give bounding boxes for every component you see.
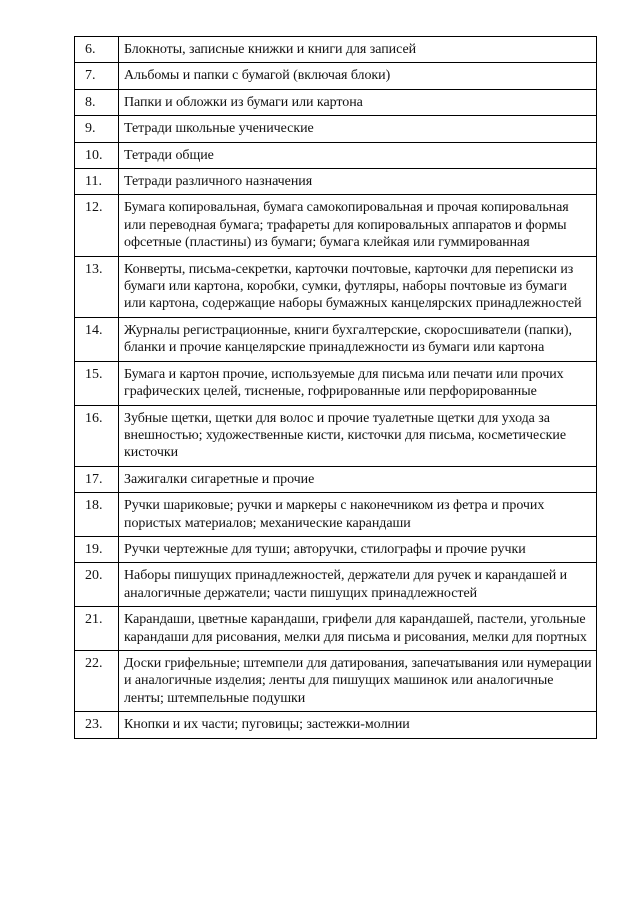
table-row <box>75 536 597 562</box>
row-description: Альбомы и папки с бумагой (включая блоки) <box>119 63 597 89</box>
row-description: Наборы пишущих принадлежностей, держатели для ручек и карандашей и аналогичные держатели; части пишущих принадлежностей <box>119 563 597 607</box>
row-number: 13. <box>75 256 119 317</box>
table-row <box>75 256 597 317</box>
row-description: Карандаши, цветные карандаши, грифели для карандашей, пастели, угольные карандаши для рисования, мелки для письма и рисования, мелки для портных <box>119 607 597 651</box>
table-row <box>75 466 597 492</box>
table-row <box>75 361 597 405</box>
table-row <box>75 195 597 256</box>
row-description: Ручки шариковые; ручки и маркеры с наконечником из фетра и прочих пористых материалов; механические карандаши <box>119 493 597 537</box>
row-description: Блокноты, записные книжки и книги для записей <box>119 37 597 63</box>
table-row <box>75 405 597 466</box>
row-number: 19. <box>75 536 119 562</box>
table-row <box>75 493 597 537</box>
table-row <box>75 650 597 711</box>
row-number: 8. <box>75 89 119 115</box>
row-number: 14. <box>75 317 119 361</box>
row-description: Зубные щетки, щетки для волос и прочие туалетные щетки для ухода за внешностью; художественные кисти, кисточки для письма, косметические кисточки <box>119 405 597 466</box>
row-description: Тетради общие <box>119 142 597 168</box>
row-description: Зажигалки сигаретные и прочие <box>119 466 597 492</box>
table-row <box>75 317 597 361</box>
row-number: 12. <box>75 195 119 256</box>
row-number: 7. <box>75 63 119 89</box>
row-number: 17. <box>75 466 119 492</box>
row-description: Доски грифельные; штемпели для датирования, запечатывания или нумерации и аналогичные изделия; ленты для пишущих машинок или аналогичные ленты; штемпельные подушки <box>119 650 597 711</box>
row-description: Бумага и картон прочие, используемые для письма или печати или прочих графических целей, тисненые, гофрированные или перфорированные <box>119 361 597 405</box>
row-number: 9. <box>75 116 119 142</box>
row-number: 20. <box>75 563 119 607</box>
goods-table <box>74 36 597 739</box>
goods-table-body <box>75 37 597 739</box>
row-number: 21. <box>75 607 119 651</box>
row-description: Тетради школьные ученические <box>119 116 597 142</box>
table-row <box>75 89 597 115</box>
row-number: 16. <box>75 405 119 466</box>
row-description: Тетради различного назначения <box>119 169 597 195</box>
row-description: Журналы регистрационные, книги бухгалтерские, скоросшиватели (папки), бланки и прочие канцелярские принадлежности из бумаги или картона <box>119 317 597 361</box>
row-number: 23. <box>75 712 119 738</box>
table-row <box>75 142 597 168</box>
row-description: Бумага копировальная, бумага самокопировальная и прочая копировальная или переводная бумага; трафареты для копировальных аппаратов и формы офсетные (пластины) из бумаги; бумага клейкая или гуммированная <box>119 195 597 256</box>
table-row <box>75 563 597 607</box>
row-description: Ручки чертежные для туши; авторучки, стилографы и прочие ручки <box>119 536 597 562</box>
row-description: Кнопки и их части; пуговицы; застежки-молнии <box>119 712 597 738</box>
row-description: Конверты, письма-секретки, карточки почтовые, карточки для переписки из бумаги или картона, коробки, сумки, футляры, наборы почтовые из бумаги или картона, содержащие наборы бумажных канцелярских принадлежностей <box>119 256 597 317</box>
table-row <box>75 37 597 63</box>
row-number: 10. <box>75 142 119 168</box>
row-number: 18. <box>75 493 119 537</box>
table-row <box>75 116 597 142</box>
row-number: 22. <box>75 650 119 711</box>
row-number: 6. <box>75 37 119 63</box>
row-number: 15. <box>75 361 119 405</box>
row-description: Папки и обложки из бумаги или картона <box>119 89 597 115</box>
row-number: 11. <box>75 169 119 195</box>
table-row <box>75 607 597 651</box>
table-row <box>75 63 597 89</box>
table-row <box>75 169 597 195</box>
table-row <box>75 712 597 738</box>
